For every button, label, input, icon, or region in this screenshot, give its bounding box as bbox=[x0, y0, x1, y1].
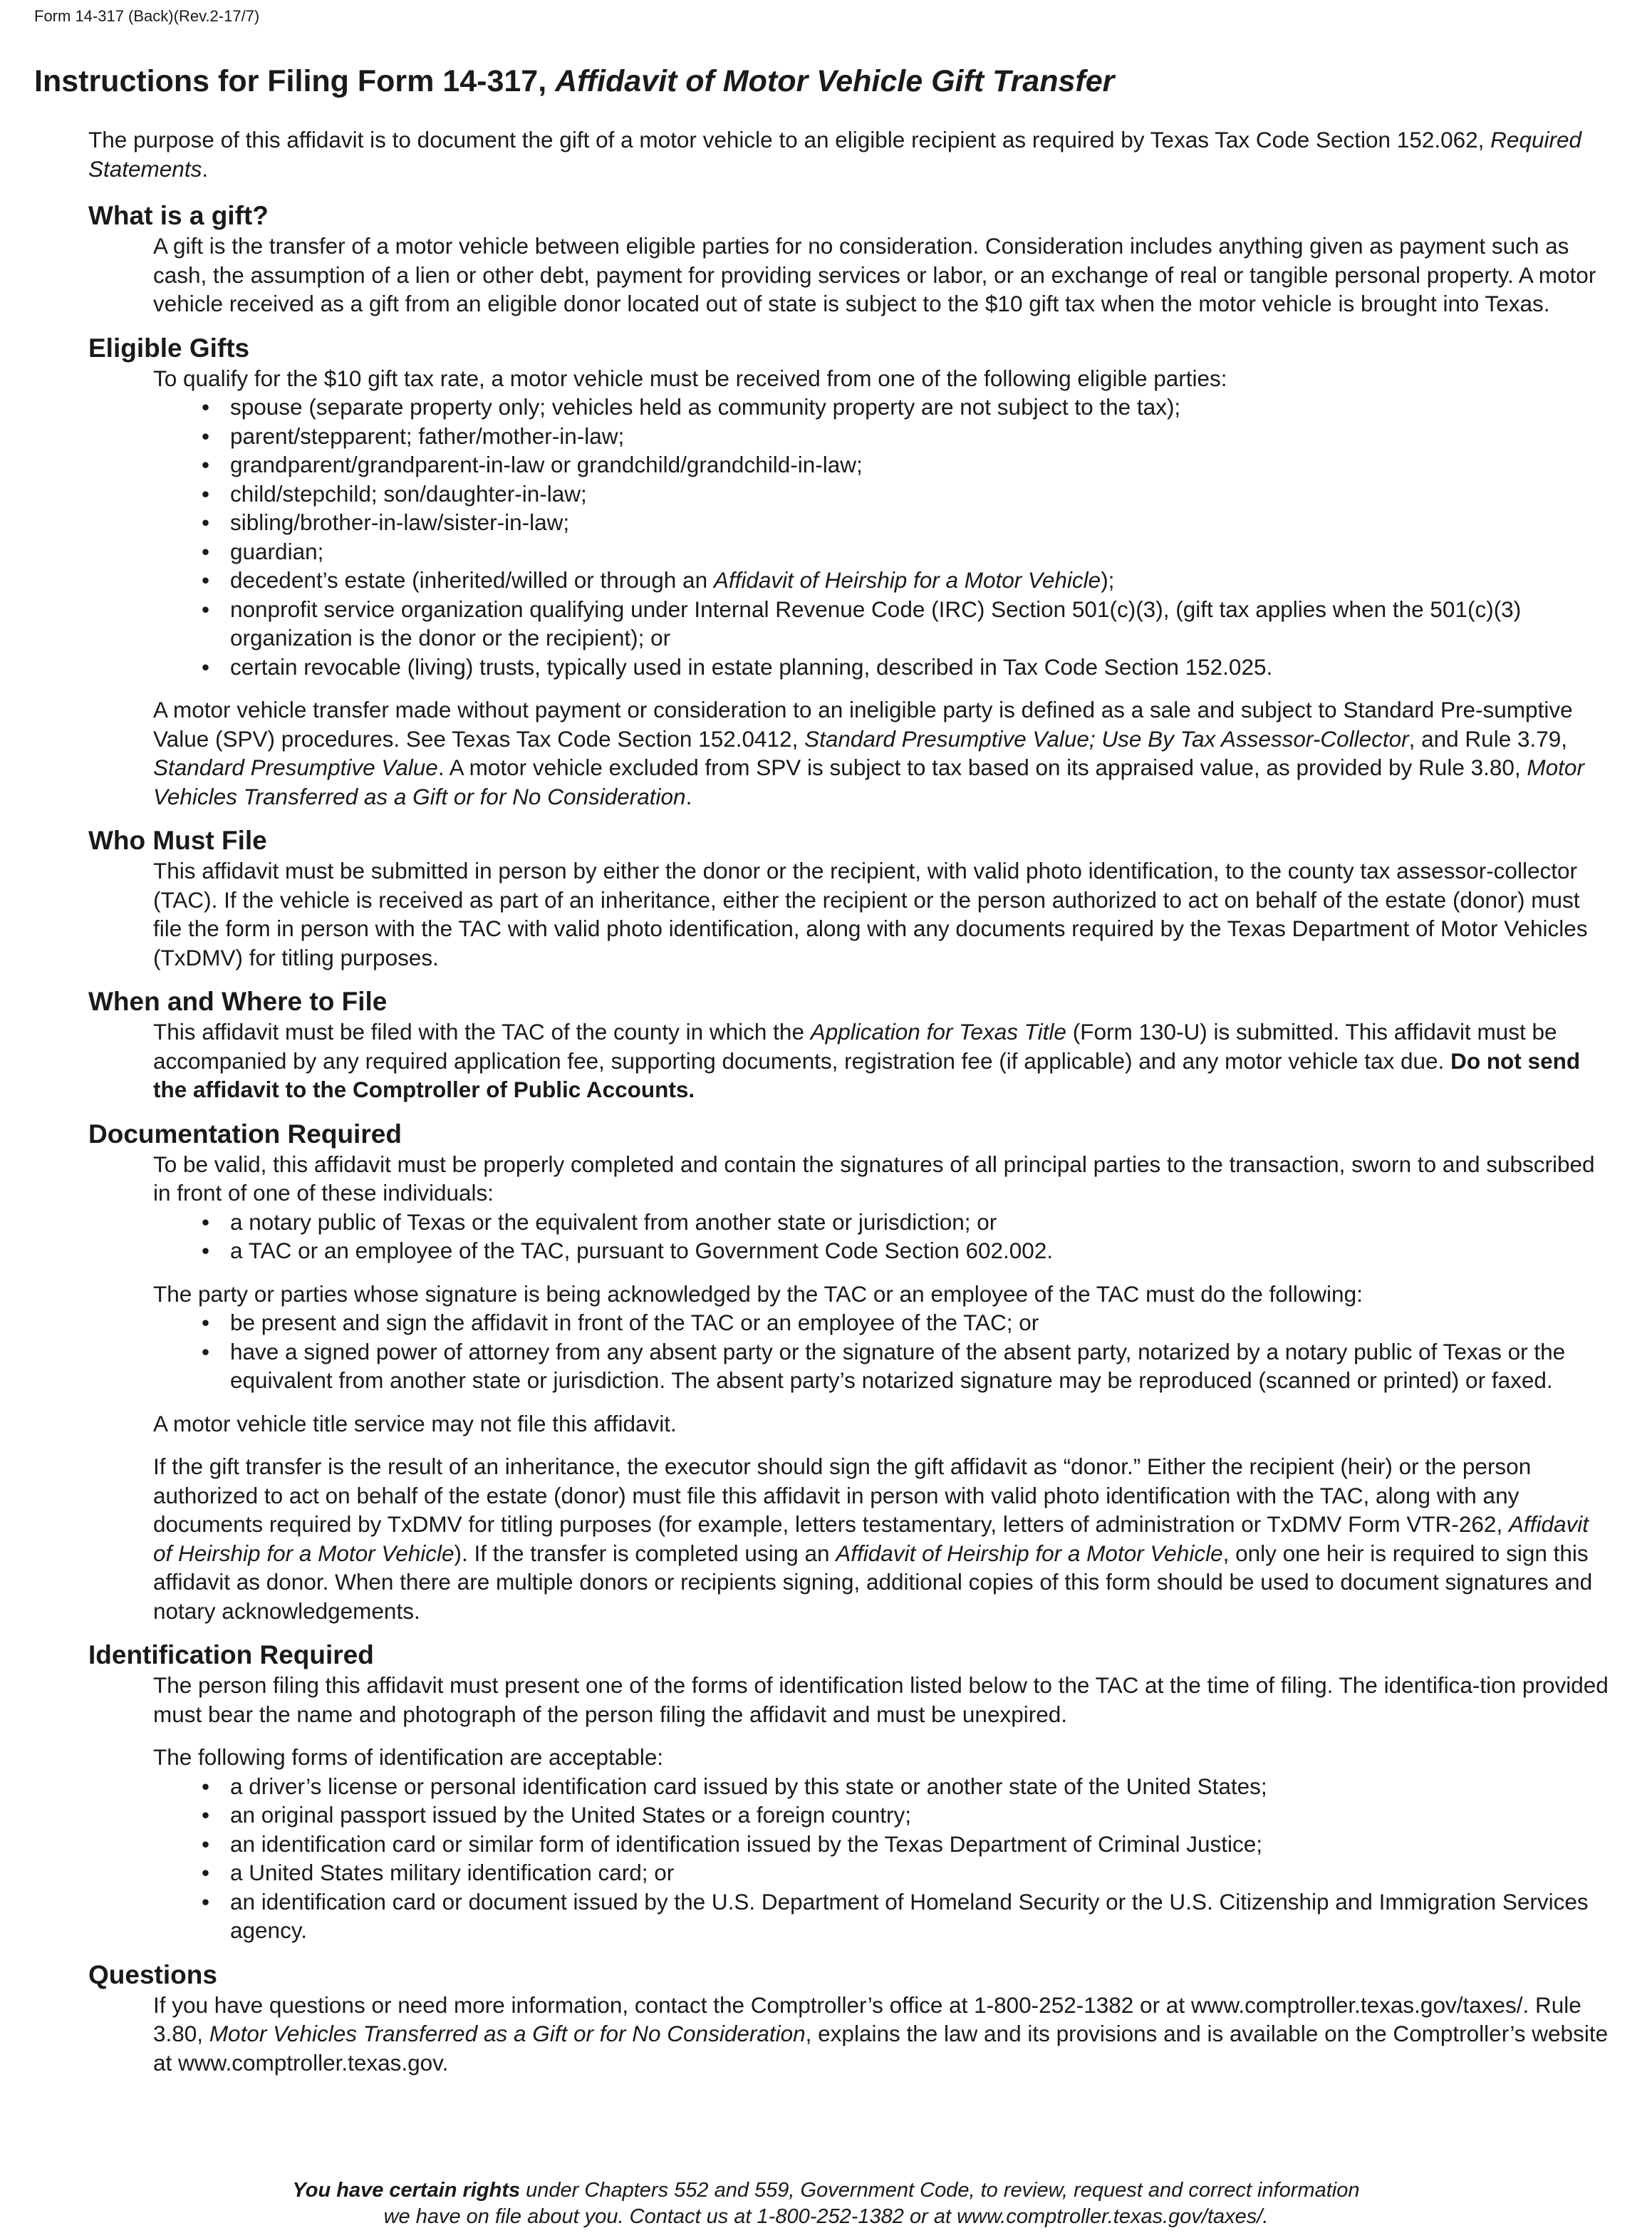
purpose-end: . bbox=[202, 155, 209, 182]
section-who-must-file bbox=[88, 825, 1613, 972]
list-item: • decedent’s estate (inherited/willed or through an Affidavit of Heirship for a Motor Vehicle); bbox=[202, 567, 1115, 593]
section-identification bbox=[88, 1639, 1613, 1945]
list-item: • certain revocable (living) trusts, typically used in estate planning, described in Tax Code Section 152.025. bbox=[202, 653, 1273, 680]
heading-what-is-gift: What is a gift? bbox=[88, 201, 269, 230]
identification-intro2: The following forms of identification are acceptable: bbox=[153, 1744, 664, 1770]
documentation-para4: If the gift transfer is the result of an inheritance, the executor should sign the gift affidavit as “donor.” Either the recipient (heir) or the person authorized to act on behalf of the estate (donor) must file this affidavit in person with valid photo identification with the TAC, along with any documents required by TxDMV for titling purposes (for example, letters testamentary, letters of administration or TxDMV Form VTR-262, Affidavit of Heirship for a Motor Vehicle). If the transfer is completed using an Affidavit of Heirship for a Motor Vehicle, only one heir is required to sign this affidavit as donor. When there are multiple donors or recipients signing, additional copies of this form should be used to document signatures and notary acknowledgements. bbox=[153, 1454, 1593, 1624]
when-where-text: This affidavit must be filed with the TAC of the county in which the Application for Texas Title (Form 130-U) is submitted. This affidavit must be accompanied by any required application fee, supporting documents, registration fee (if applicable) and any motor vehicle tax due. Do not send the affidavit to the Comptroller of Public Accounts. bbox=[153, 1019, 1581, 1102]
heading-eligible-gifts: Eligible Gifts bbox=[88, 333, 250, 363]
section-what-is-gift bbox=[88, 200, 1613, 318]
list-item: • parent/stepparent; father/mother-in-law; bbox=[202, 423, 625, 449]
instructions-content bbox=[88, 125, 1613, 2091]
footer-line-2: we have on file about you. Contact us at 1-800-252-1382 or at www.comptroller.texas.gov/taxes/. bbox=[383, 2205, 1269, 2228]
purpose-text: The purpose of this affidavit is to document the gift of a motor vehicle to an eligible recipient as required by Texas Tax Code Section 152.062, bbox=[88, 127, 1491, 152]
list-item: • child/stepchild; son/daughter-in-law; bbox=[202, 480, 587, 507]
documentation-para3: A motor vehicle title service may not file this affidavit. bbox=[153, 1410, 677, 1436]
eligible-gifts-intro: To qualify for the $10 gift tax rate, a motor vehicle must be received from one of the following eligible parties: bbox=[153, 365, 1227, 391]
heading-identification: Identification Required bbox=[88, 1640, 374, 1669]
documentation-intro: To be valid, this affidavit must be properly completed and contain the signatures of all principal parties to the transaction, sworn to and subscribed in front of one of these individuals: bbox=[153, 1151, 1595, 1206]
purpose-italic: Required Statements bbox=[88, 127, 1582, 182]
section-eligible-gifts bbox=[88, 333, 1613, 812]
acknowledgement-list bbox=[153, 1308, 1613, 1395]
list-item: • guardian; bbox=[202, 538, 324, 564]
list-item: • a notary public of Texas or the equivalent from another state or jurisdiction; or bbox=[202, 1208, 997, 1235]
heading-questions: Questions bbox=[88, 1959, 217, 1989]
heading-when-where: When and Where to File bbox=[88, 987, 388, 1016]
questions-text: If you have questions or need more information, contact the Comptroller’s office at 1-800-252-1382 or at www.comptroller.texas.gov/taxes/. Rule 3.80, Motor Vehicles Transferred as a Gift or for No Consideration, explains the law and its provisions and is available on the Comptroller’s website at www.comptroller.texas.gov. bbox=[153, 1991, 1609, 2076]
what-is-gift-text: A gift is the transfer of a motor vehicle between eligible parties for no consideration. Consideration includes anything given as payment such as cash, the assumption of a lien or other debt, payment for providing services or labor, or an exchange of real or tangible personal property. A motor vehicle received as a gift from an eligible donor located out of state is subject to the $10 gift tax when the motor vehicle is brought into Texas. bbox=[153, 233, 1596, 316]
list-item: • a TAC or an employee of the TAC, pursuant to Government Code Section 602.002. bbox=[202, 1238, 1054, 1263]
list-item: • nonprofit service organization qualifying under Internal Revenue Code (IRC) Section 501(c)(3), (gift tax applies when the 501(c)(3) organization is the donor or the recipient); or bbox=[202, 596, 1522, 651]
list-item: • sibling/brother-in-law/sister-in-law; bbox=[202, 509, 570, 535]
section-when-where bbox=[88, 986, 1613, 1104]
list-item: • be present and sign the affidavit in front of the TAC or an employee of the TAC; or bbox=[202, 1310, 1039, 1335]
list-item: • a United States military identification card; or bbox=[202, 1860, 675, 1885]
list-item: • have a signed power of attorney from any absent party or the signature of the absent party, notarized by a notary public of Texas or the equivalent from another state or jurisdiction. The absent party’s notarized signature may be reproduced (scanned or printed) or faxed. bbox=[202, 1338, 1566, 1393]
documentation-para2: The party or parties whose signature is being acknowledged by the TAC or an employee of the TAC must do the following: bbox=[153, 1280, 1363, 1307]
form-number: Form 14-317 (Back)(Rev.2-17/7) bbox=[34, 7, 260, 25]
spv-paragraph: A motor vehicle transfer made without payment or consideration to an ineligible party is defined as a sale and subject to Standard Pre-sumptive Value (SPV) procedures. See Texas Tax Code Section 152.0412, Standard Presumptive Value; Use By Tax Assessor-Collector, and Rule 3.79, Standard Presumptive Value. A motor vehicle excluded from SPV is subject to tax based on its appraised value, as provided by Rule 3.80, Motor Vehicles Transferred as a Gift or for No Consideration. bbox=[153, 697, 1584, 809]
footer-line-1: You have certain rights under Chapters 552 and 559, Government Code, to review, request and correct information bbox=[292, 2179, 1360, 2202]
identification-list bbox=[153, 1772, 1613, 1945]
page-title bbox=[34, 61, 1630, 101]
list-item: • a driver’s license or personal identification card issued by this state or another state of the United States; bbox=[202, 1773, 1267, 1799]
list-item: • an original passport issued by the United States or a foreign country; bbox=[202, 1802, 912, 1828]
witness-list bbox=[153, 1208, 1613, 1265]
heading-documentation: Documentation Required bbox=[88, 1119, 402, 1149]
title-prefix: Instructions for Filing Form 14-317, bbox=[34, 64, 556, 98]
who-must-file-text: This affidavit must be submitted in person by either the donor or the recipient, with valid photo identification, to the county tax assessor-collector (TAC). If the vehicle is received as part of an inheritance, either the recipient or the person authorized to act on behalf of the estate (donor) must file the form in person with the TAC with valid photo identification, along with any documents required by the Texas Department of Motor Vehicles (TxDMV) for titling purposes. bbox=[153, 858, 1588, 970]
privacy-footer bbox=[0, 2177, 1652, 2230]
list-item: • grandparent/grandparent-in-law or grandchild/grandchild-in-law; bbox=[202, 452, 863, 477]
list-item: • spouse (separate property only; vehicles held as community property are not subject to the tax); bbox=[202, 394, 1181, 420]
eligible-parties-list bbox=[153, 393, 1613, 681]
purpose-paragraph bbox=[88, 125, 1613, 183]
identification-text: The person filing this affidavit must present one of the forms of identification listed below to the TAC at the time of filing. The identifica-tion provided must bear the name and photograph of the person filing the affidavit and must be unexpired. bbox=[153, 1672, 1609, 1727]
list-item: • an identification card or similar form of identification issued by the Texas Department of Criminal Justice; bbox=[202, 1830, 1263, 1857]
section-questions bbox=[88, 1959, 1613, 2078]
section-documentation bbox=[88, 1119, 1613, 1626]
heading-who-must-file: Who Must File bbox=[88, 826, 267, 855]
list-item: • an identification card or document issued by the U.S. Department of Homeland Security or the U.S. Citizenship and Immigration Services agency. bbox=[202, 1888, 1589, 1943]
title-italic: Affidavit of Motor Vehicle Gift Transfer bbox=[555, 64, 1115, 98]
